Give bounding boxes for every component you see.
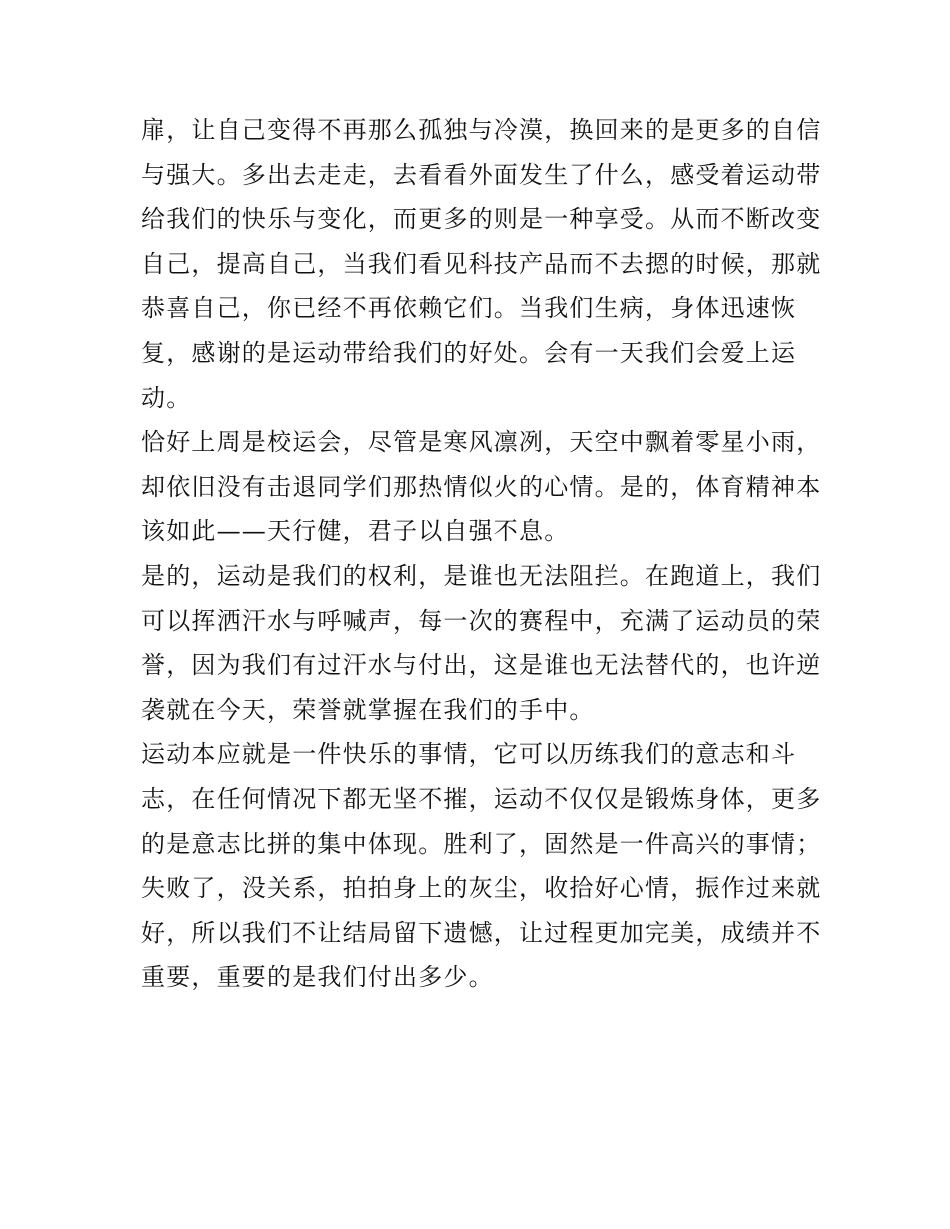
text-line: 的是意志比拼的集中体现。胜利了，固然是一件高兴的事情； [141,829,822,858]
body-text [141,108,821,1000]
text-line: 是的，运动是我们的权利，是谁也无法阻拦。在跑道上，我们 [141,561,822,590]
text-line: 给我们的快乐与变化，而更多的则是一种享受。从而不断改变 [141,205,822,234]
text-line: 袭就在今天，荣誉就掌握在我们的手中。 [141,695,595,724]
text-line: 复，感谢的是运动带给我们的好处。会有一天我们会爱上运 [141,338,797,367]
text-line: 该如此——天行健，君子以自强不息。 [141,517,570,546]
text-line: 可以挥洒汗水与呼喊声，每一次的赛程中，充满了运动员的荣 [141,606,822,635]
text-line: 重要，重要的是我们付出多少。 [141,963,494,992]
text-line: 誉，因为我们有过汗水与付出，这是谁也无法替代的，也许逆 [141,651,822,680]
text-line: 扉，让自己变得不再那么孤独与冷漠，换回来的是更多的自信 [141,116,822,144]
text-line: 自己，提高自己，当我们看见科技产品而不去摁的时候，那就 [141,249,822,278]
text-line: 好，所以我们不让结局留下遗憾，让过程更加完美，成绩并不 [141,918,822,947]
text-line: 恭喜自己，你已经不再依赖它们。当我们生病，身体迅速恢 [141,294,797,323]
text-line: 恰好上周是校运会，尽管是寒风凛冽，天空中飘着零星小雨， [141,428,822,457]
text-line: 志，在任何情况下都无坚不摧，运动不仅仅是锻炼身体，更多 [141,784,822,813]
text-line: 却依旧没有击退同学们那热情似火的心情。是的，体育精神本 [141,472,822,501]
text-line: 运动本应就是一件快乐的事情，它可以历练我们的意志和斗 [141,740,797,769]
text-line: 失败了，没关系，拍拍身上的灰尘，收拾好心情，振作过来就 [141,874,822,903]
text-line: 与强大。多出去走走，去看看外面发生了什么，感受着运动带 [141,160,822,189]
text-line: 动。 [141,383,192,412]
